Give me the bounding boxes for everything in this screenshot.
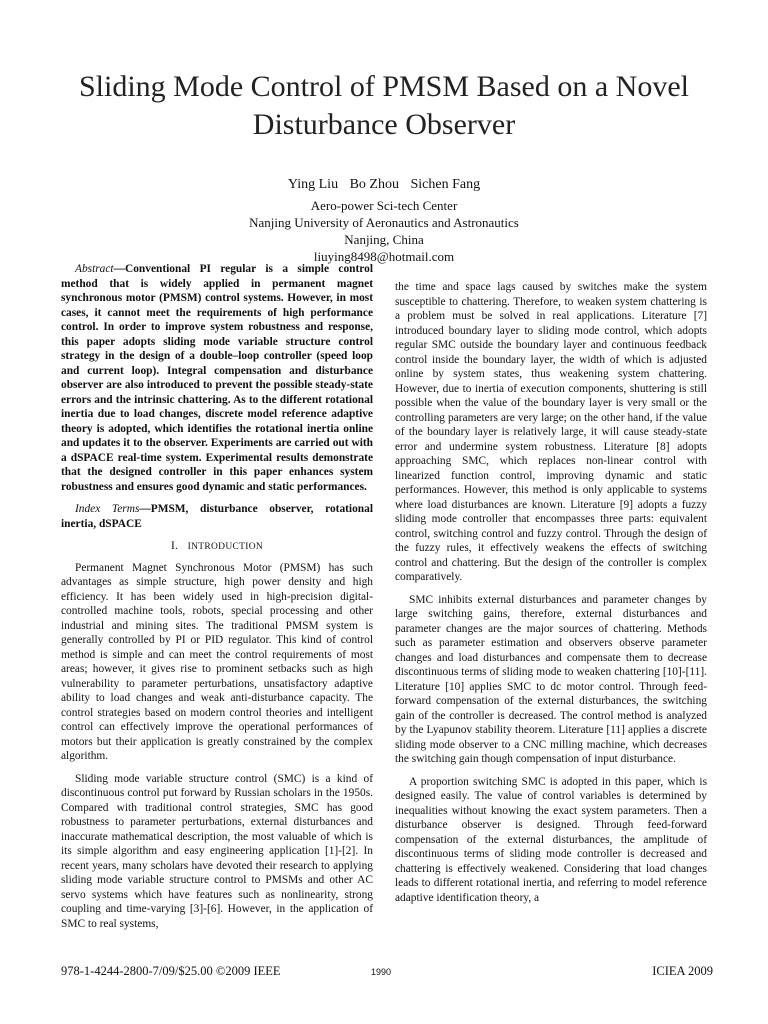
section-number: I. (170, 540, 179, 552)
left-column (61, 262, 373, 939)
affiliation-line: Nanjing, China (344, 232, 424, 247)
body-paragraph: A proportion switching SMC is adopted in this paper, which is designed easily. The value of control variables is determined by inequalities without knowing the exact system parameters. Then a disturbance observer is designed. Through feed-forward compensation of the external disturbances, the amplitude of discontinuous terms of sliding mode controller is decreased and chattering is effectively weakened. Considering that load changes leads to different rotational inertia, and referring to model reference adaptive identification theory, a (395, 775, 707, 904)
paper-title (40, 68, 728, 144)
author-1: Ying Liu (287, 177, 339, 192)
affiliation-line: Aero-power Sci-tech Center (310, 198, 458, 213)
author-2: Bo Zhou (349, 177, 399, 192)
author-names (0, 176, 768, 193)
body-paragraph: Sliding mode variable structure control (SMC) is a kind of discontinuous control put forward by Russian scholars in the 1950s. Compared with traditional control strategies, SMC has good robustness to parameter perturbations, external disturbances and inaccurate mathematical description, the most valuable of which is its simple algorithm and easy engineering application [1]-[2]. In recent years, many scholars have devoted their research to applying sliding mode variable structure control to PMSMs and other AC servo systems which have features such as nonlinearity, strong coupling and time-varying [3]-[6]. However, in the application of SMC to real systems, (61, 772, 373, 930)
body-paragraph: Permanent Magnet Synchronous Motor (PMSM) has such advantages as simple structure, high power density and high efficiency. It has been widely used in high-precision digital-controlled machine tools, robots, special processing and other industrial and mining sites. The traditional PMSM system is generally controlled by PI or PID regulator. This kind of control method is simple and can meet the control requirements of most areas; however, it gives rise to prominent setbacks such as high vulnerability to parameter perturbations, unsatisfactory adaptive ability to load changes and weak anti-disturbance capacity. The control strategies based on modern control theories and intelligent control can effectively improve the operational performances of motors but their application is greatly constrained by the complex algorithm. (61, 561, 373, 762)
affiliation-line: Nanjing University of Aeronautics and Astronautics (249, 215, 519, 230)
footer-conference: ICIEA 2009 (652, 964, 713, 978)
index-terms (61, 502, 373, 531)
section-heading (61, 539, 373, 555)
author-email: liuying8498@hotmail.com (313, 249, 455, 264)
footer-copyright: 978-1-4244-2800-7/09/$25.00 ©2009 IEEE (61, 964, 281, 978)
body-paragraph: SMC inhibits external disturbances and parameter changes by large switching gains, therefore, external disturbances and parameter changes are the major sources of chattering. Methods such as parameter estimation and observers observe parameter changes and load disturbances and compensate them to decrease discontinuous terms of sliding mode to weaken chattering [10]-[11]. Literature [10] applies SMC to dc motor control. Through feed-forward compensation of the external disturbances, the switching gain of the controller is decreased. The control method is analyzed by the Lyapunov stability theorem. Literature [11] applies a discrete sliding mode observer to a CNC milling machine, which decreases the switching gain though compensation of input disturbance. (395, 593, 707, 765)
title-line-2: Disturbance Observer (252, 108, 516, 141)
author-3: Sichen Fang (410, 177, 481, 192)
index-terms-text: —PMSM, disturbance observer, rotational inertia, dSPACE (61, 503, 373, 530)
section-title: INTRODUCTION (187, 542, 264, 552)
author-block (0, 176, 768, 265)
abstract-text: —Conventional PI regular is a simple control method that is widely applied in permanent magnet synchronous motor (PMSM) control systems. However, in most cases, it cannot meet the requirements of high performance control. In order to improve system robustness and response, this paper adopts sliding mode variable structure control strategy in the design of a double–loop controller (speed loop and current loop). Integral compensation and disturbance observer are also introduced to prevent the possible steady-state errors and the intrinsic chattering. As to the different rotational inertia due to load changes, discrete model reference adaptive theory is adopted, which identifies the rotational inertia online and updates it to the observer. Experiments are carried out with a dSPACE real-time system. Experimental results demonstrate that the designed controller in this paper enhances system robustness and ensures good dynamic and static performances. (61, 263, 373, 493)
right-column (395, 280, 707, 913)
abstract (61, 262, 373, 494)
footer-page-number: 1990 (371, 967, 392, 977)
abstract-label: Abstract (75, 263, 114, 275)
body-paragraph: the time and space lags caused by switches make the system susceptible to chattering. Therefore, to weaken system chattering is a problem must be solved in real applications. Literature [7] introduced boundary layer to sliding mode control, which adopts regular SMC outside the boundary layer and continuous feedback control inside the boundary layer, the width of which is adjusted online by system states, thus weakening system chattering. However, due to inertia of execution components, shuttering is still possible when the value of the boundary layer is very small or the controlling parameters are very large; on the other hand, if the value of the boundary layer is relatively large, it will cause steady-state error and undermine system robustness. Literature [8] adopts approaching SMC, which replaces non-linear control with linearized function control, improving dynamic and static performances. However, this method is only applicable to systems where load disturbances are known. Literature [9] adopts a fuzzy sliding mode controller that encompasses three parts: equivalent control, switching control and fuzzy control. Through the design of the fuzzy rules, it effectively weakens the effects of switching control and chattering. But the design of the controller is complex comparatively. (395, 281, 707, 583)
title-line-1: Sliding Mode Control of PMSM Based on a Novel (78, 70, 689, 103)
index-terms-label: Index Terms (75, 503, 140, 515)
